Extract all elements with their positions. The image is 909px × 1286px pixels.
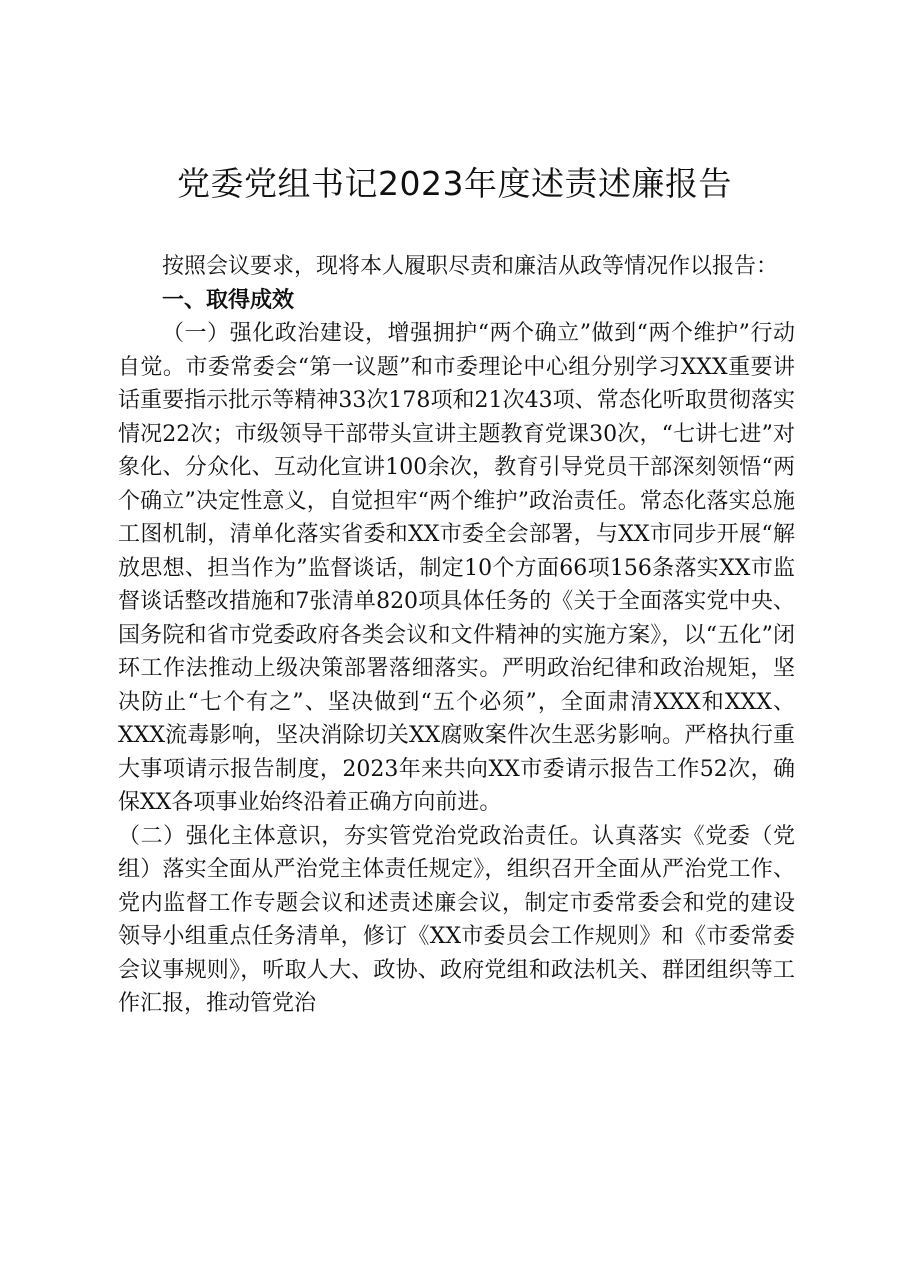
paragraph-2: （二）强化主体意识，夯实管党治党政治责任。认真落实《党委（党组）落实全面从严治党主体责任规定》，组织召开全面从严治党工作、党内监督工作专题会议和述责述廉会议，制定市委常委会和党的建设领导小组重点任务清单，修订《XX市委员会工作规则》和《市委常委会议事规则》，听取人大、政协、政府党组和政法机关、群团组织等工作汇报，推动管党治 (118, 823, 795, 1016)
document-title: 党委党组书记2023年度述责述廉报告 (177, 164, 732, 203)
paragraph-1: （一）强化政治建设，增强拥护“两个确立”做到“两个维护”行动自觉。市委常委会“第一议题”和市委理论中心组分别学习XXX重要讲话重要指示批示等精神33次178项和21次43项、常态化听取贯彻落实情况22次；市级领导干部带头宣讲主题教育党课30次，“七讲七进”对象化、分众化、互动化宣讲100余次，教育引导党员干部深刻领悟“两个确立”决定性意义，自觉担牢“两个维护”政治责任。常态化落实总施工图机制，清单化落实省委和XX市委全会部署，与XX市同步开展“解放思想、担当作为”监督谈话，制定10个方面66项156条落实XX市监督谈话整改措施和7张清单820项具体任务的《关于全面落实党中央、国务院和省市党委政府各类会议和文件精神的实施方案》，以“五化”闭环工作法推动上级决策部署落细落实。严明政治纪律和政治规矩，坚决防止“七个有之”、坚决做到“五个必须”，全面肃清XXX和XXX、XXX流毒影响，坚决消除切关XX腐败案件次生恶劣影响。严格执行重大事项请示报告制度，2023年来共向XX市委请示报告工作52次，确保XX各项事业始终沿着正确方向前进。 (118, 321, 795, 815)
intro-paragraph: 按照会议要求，现将本人履职尽责和廉洁从政等情况作以报告： (162, 254, 779, 279)
document-body (118, 250, 795, 1021)
section-heading: 一、取得成效 (162, 287, 295, 313)
